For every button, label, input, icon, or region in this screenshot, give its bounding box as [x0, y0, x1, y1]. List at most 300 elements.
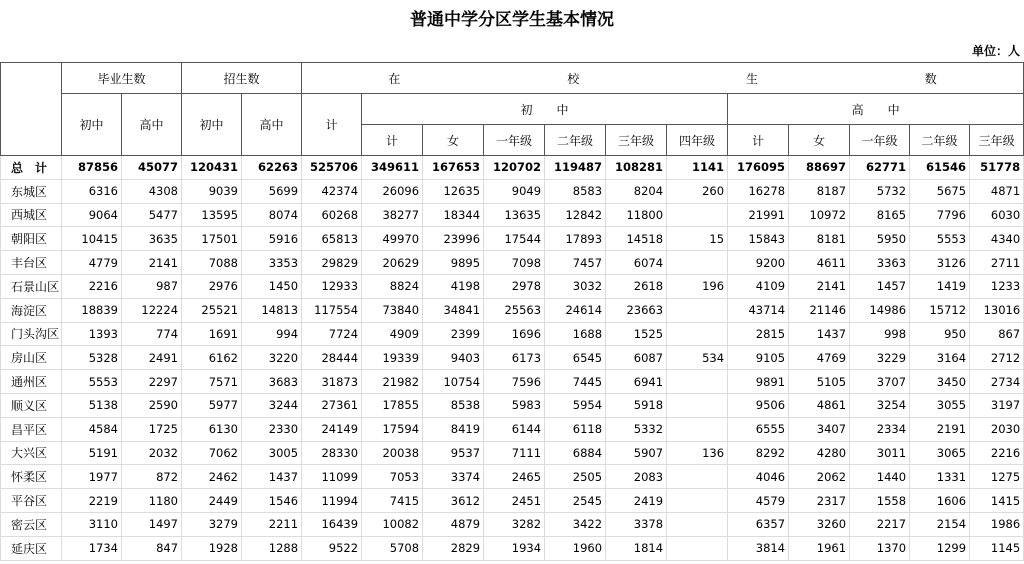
value-cell: 994	[242, 322, 302, 346]
value-cell: 4198	[423, 274, 484, 298]
value-cell: 3254	[850, 393, 910, 417]
value-cell: 8165	[850, 203, 910, 227]
value-cell: 17594	[362, 417, 423, 441]
value-cell: 6118	[545, 417, 606, 441]
value-cell: 26096	[362, 179, 423, 203]
header-junior-grade4: 四年级	[667, 125, 728, 156]
value-cell: 8538	[423, 393, 484, 417]
value-cell: 3110	[62, 512, 122, 536]
value-cell: 9506	[728, 393, 789, 417]
value-cell: 9064	[62, 203, 122, 227]
value-cell: 5328	[62, 346, 122, 370]
value-cell: 1288	[242, 536, 302, 560]
value-cell	[667, 512, 728, 536]
header-school-total: 计	[302, 94, 362, 156]
value-cell: 2317	[789, 489, 850, 513]
value-cell: 17893	[545, 227, 606, 251]
value-cell: 3005	[242, 441, 302, 465]
value-cell: 176095	[728, 156, 789, 180]
table-row	[1, 512, 1024, 536]
district-name: 怀柔区	[1, 465, 62, 489]
value-cell: 8419	[423, 417, 484, 441]
value-cell	[667, 370, 728, 394]
value-cell: 6074	[606, 251, 667, 275]
value-cell: 1440	[850, 465, 910, 489]
header-enroll-senior: 高中	[242, 94, 302, 156]
value-cell: 525706	[302, 156, 362, 180]
value-cell: 6087	[606, 346, 667, 370]
value-cell: 2141	[122, 251, 182, 275]
value-cell: 28444	[302, 346, 362, 370]
value-cell: 9039	[182, 179, 242, 203]
unit-label: 单位：人	[971, 44, 1020, 58]
district-name: 通州区	[1, 370, 62, 394]
value-cell: 2462	[182, 465, 242, 489]
value-cell: 120702	[484, 156, 545, 180]
value-cell	[667, 489, 728, 513]
value-cell: 24149	[302, 417, 362, 441]
table-row	[1, 227, 1024, 251]
table-row	[1, 417, 1024, 441]
unit-row	[0, 40, 1024, 62]
in-school-char-1: 在	[388, 71, 401, 86]
table-row	[1, 251, 1024, 275]
value-cell: 9891	[728, 370, 789, 394]
value-cell: 21991	[728, 203, 789, 227]
value-cell: 65813	[302, 227, 362, 251]
value-cell: 119487	[545, 156, 606, 180]
value-cell: 6357	[728, 512, 789, 536]
value-cell: 49970	[362, 227, 423, 251]
value-cell: 3244	[242, 393, 302, 417]
value-cell: 51778	[970, 156, 1024, 180]
value-cell: 1546	[242, 489, 302, 513]
value-cell: 867	[970, 322, 1024, 346]
header-junior-grade2: 二年级	[545, 125, 606, 156]
value-cell: 5553	[910, 227, 970, 251]
header-junior-grade1: 一年级	[484, 125, 545, 156]
value-cell: 9049	[484, 179, 545, 203]
value-cell: 2032	[122, 441, 182, 465]
value-cell: 1275	[970, 465, 1024, 489]
value-cell: 3126	[910, 251, 970, 275]
value-cell: 62771	[850, 156, 910, 180]
value-cell	[667, 322, 728, 346]
table-row	[1, 346, 1024, 370]
value-cell: 260	[667, 179, 728, 203]
value-cell: 21982	[362, 370, 423, 394]
district-name: 丰台区	[1, 251, 62, 275]
value-cell: 7062	[182, 441, 242, 465]
value-cell	[667, 251, 728, 275]
value-cell: 3197	[970, 393, 1024, 417]
value-cell: 1814	[606, 536, 667, 560]
value-cell: 12933	[302, 274, 362, 298]
value-cell: 349611	[362, 156, 423, 180]
table-body	[1, 156, 1024, 561]
value-cell: 10972	[789, 203, 850, 227]
value-cell: 1734	[62, 536, 122, 560]
value-cell: 4879	[423, 512, 484, 536]
value-cell: 2590	[122, 393, 182, 417]
value-cell: 1691	[182, 322, 242, 346]
table-row	[1, 274, 1024, 298]
value-cell: 4308	[122, 179, 182, 203]
total-row	[1, 156, 1024, 180]
district-name: 延庆区	[1, 536, 62, 560]
value-cell: 7111	[484, 441, 545, 465]
value-cell: 7457	[545, 251, 606, 275]
district-name: 石景山区	[1, 274, 62, 298]
value-cell: 7053	[362, 465, 423, 489]
value-cell: 2451	[484, 489, 545, 513]
value-cell: 87856	[62, 156, 122, 180]
value-cell: 3707	[850, 370, 910, 394]
value-cell: 14986	[850, 298, 910, 322]
value-cell: 19339	[362, 346, 423, 370]
value-cell: 6555	[728, 417, 789, 441]
value-cell: 5954	[545, 393, 606, 417]
header-junior-group: 初 中	[362, 94, 728, 125]
value-cell: 11800	[606, 203, 667, 227]
value-cell: 1696	[484, 322, 545, 346]
value-cell: 1961	[789, 536, 850, 560]
value-cell	[667, 298, 728, 322]
table-row	[1, 322, 1024, 346]
district-name: 东城区	[1, 179, 62, 203]
value-cell: 25563	[484, 298, 545, 322]
value-cell: 2191	[910, 417, 970, 441]
value-cell: 2734	[970, 370, 1024, 394]
table-row	[1, 465, 1024, 489]
table-row	[1, 179, 1024, 203]
value-cell: 2465	[484, 465, 545, 489]
value-cell: 20629	[362, 251, 423, 275]
value-cell: 4109	[728, 274, 789, 298]
value-cell: 4779	[62, 251, 122, 275]
district-name: 顺义区	[1, 393, 62, 417]
value-cell: 7098	[484, 251, 545, 275]
value-cell: 5983	[484, 393, 545, 417]
value-cell: 120431	[182, 156, 242, 180]
value-cell: 3683	[242, 370, 302, 394]
value-cell: 21146	[789, 298, 850, 322]
value-cell: 14518	[606, 227, 667, 251]
value-cell: 1558	[850, 489, 910, 513]
value-cell: 534	[667, 346, 728, 370]
value-cell: 3450	[910, 370, 970, 394]
header-senior-grade2: 二年级	[910, 125, 970, 156]
value-cell: 1977	[62, 465, 122, 489]
value-cell: 18344	[423, 203, 484, 227]
value-cell: 3363	[850, 251, 910, 275]
value-cell	[667, 417, 728, 441]
district-name: 大兴区	[1, 441, 62, 465]
value-cell: 1497	[122, 512, 182, 536]
district-name: 平谷区	[1, 489, 62, 513]
value-cell: 12224	[122, 298, 182, 322]
value-cell: 17544	[484, 227, 545, 251]
value-cell: 3612	[423, 489, 484, 513]
header-graduates: 毕业生数	[62, 63, 182, 94]
value-cell: 12842	[545, 203, 606, 227]
value-cell: 5675	[910, 179, 970, 203]
value-cell: 17501	[182, 227, 242, 251]
value-cell: 34841	[423, 298, 484, 322]
value-cell: 3055	[910, 393, 970, 417]
value-cell: 7796	[910, 203, 970, 227]
value-cell: 7088	[182, 251, 242, 275]
value-cell: 3065	[910, 441, 970, 465]
value-cell: 4584	[62, 417, 122, 441]
table-row	[1, 489, 1024, 513]
in-school-char-4: 数	[924, 71, 937, 86]
value-cell: 8583	[545, 179, 606, 203]
value-cell: 17855	[362, 393, 423, 417]
value-cell: 3422	[545, 512, 606, 536]
value-cell: 108281	[606, 156, 667, 180]
value-cell: 1145	[970, 536, 1024, 560]
value-cell: 5916	[242, 227, 302, 251]
value-cell: 7571	[182, 370, 242, 394]
district-name: 总 计	[1, 156, 62, 180]
in-school-char-2: 校	[567, 71, 580, 86]
value-cell: 5699	[242, 179, 302, 203]
table-row	[1, 441, 1024, 465]
value-cell: 43714	[728, 298, 789, 322]
value-cell: 2334	[850, 417, 910, 441]
value-cell: 3374	[423, 465, 484, 489]
value-cell: 7415	[362, 489, 423, 513]
header-in-school	[302, 63, 1024, 94]
value-cell: 3011	[850, 441, 910, 465]
value-cell: 5191	[62, 441, 122, 465]
value-cell: 13016	[970, 298, 1024, 322]
value-cell: 5732	[850, 179, 910, 203]
value-cell: 1934	[484, 536, 545, 560]
value-cell: 3282	[484, 512, 545, 536]
value-cell: 1370	[850, 536, 910, 560]
value-cell: 6884	[545, 441, 606, 465]
value-cell: 6545	[545, 346, 606, 370]
value-cell: 1606	[910, 489, 970, 513]
value-cell: 2219	[62, 489, 122, 513]
value-cell: 7596	[484, 370, 545, 394]
header-senior-group: 高 中	[728, 94, 1024, 125]
value-cell: 3229	[850, 346, 910, 370]
value-cell: 5553	[62, 370, 122, 394]
value-cell	[667, 393, 728, 417]
value-cell: 2491	[122, 346, 182, 370]
value-cell: 16278	[728, 179, 789, 203]
value-cell: 2815	[728, 322, 789, 346]
sheet-title: 普通中学分区学生基本情况	[410, 10, 614, 30]
value-cell: 1331	[910, 465, 970, 489]
value-cell: 1986	[970, 512, 1024, 536]
value-cell: 6030	[970, 203, 1024, 227]
value-cell: 6941	[606, 370, 667, 394]
header-senior-grade3: 三年级	[970, 125, 1024, 156]
value-cell: 38277	[362, 203, 423, 227]
value-cell: 2217	[850, 512, 910, 536]
value-cell: 5977	[182, 393, 242, 417]
value-cell: 10415	[62, 227, 122, 251]
value-cell: 2154	[910, 512, 970, 536]
value-cell: 5918	[606, 393, 667, 417]
value-cell: 14813	[242, 298, 302, 322]
value-cell: 24614	[545, 298, 606, 322]
value-cell: 2829	[423, 536, 484, 560]
value-cell: 5708	[362, 536, 423, 560]
value-cell: 7445	[545, 370, 606, 394]
value-cell: 4611	[789, 251, 850, 275]
header-senior-grade1: 一年级	[850, 125, 910, 156]
value-cell: 2712	[970, 346, 1024, 370]
value-cell: 23996	[423, 227, 484, 251]
value-cell: 13635	[484, 203, 545, 227]
value-cell: 1419	[910, 274, 970, 298]
value-cell: 9403	[423, 346, 484, 370]
value-cell: 25521	[182, 298, 242, 322]
value-cell: 3407	[789, 417, 850, 441]
value-cell: 1928	[182, 536, 242, 560]
value-cell: 2976	[182, 274, 242, 298]
value-cell: 4871	[970, 179, 1024, 203]
district-name: 密云区	[1, 512, 62, 536]
table-row	[1, 370, 1024, 394]
value-cell: 11994	[302, 489, 362, 513]
value-cell: 3378	[606, 512, 667, 536]
value-cell: 2330	[242, 417, 302, 441]
value-cell: 8074	[242, 203, 302, 227]
student-table	[0, 62, 1024, 561]
value-cell: 4340	[970, 227, 1024, 251]
value-cell: 1299	[910, 536, 970, 560]
district-name: 昌平区	[1, 417, 62, 441]
header-enroll-junior: 初中	[182, 94, 242, 156]
value-cell: 9105	[728, 346, 789, 370]
table-row	[1, 203, 1024, 227]
value-cell: 1437	[242, 465, 302, 489]
value-cell: 4280	[789, 441, 850, 465]
header-enrollment: 招生数	[182, 63, 302, 94]
value-cell: 2978	[484, 274, 545, 298]
value-cell: 117554	[302, 298, 362, 322]
value-cell: 6144	[484, 417, 545, 441]
value-cell: 3814	[728, 536, 789, 560]
value-cell: 27361	[302, 393, 362, 417]
value-cell: 4769	[789, 346, 850, 370]
value-cell: 4909	[362, 322, 423, 346]
value-cell: 8204	[606, 179, 667, 203]
value-cell: 15	[667, 227, 728, 251]
table-row	[1, 393, 1024, 417]
header-senior-female: 女	[789, 125, 850, 156]
value-cell: 7724	[302, 322, 362, 346]
table-row	[1, 536, 1024, 560]
value-cell: 88697	[789, 156, 850, 180]
value-cell: 1437	[789, 322, 850, 346]
value-cell: 9522	[302, 536, 362, 560]
district-name: 西城区	[1, 203, 62, 227]
value-cell: 2449	[182, 489, 242, 513]
value-cell: 10082	[362, 512, 423, 536]
value-cell: 5138	[62, 393, 122, 417]
value-cell: 3164	[910, 346, 970, 370]
value-cell: 1180	[122, 489, 182, 513]
value-cell: 73840	[362, 298, 423, 322]
value-cell: 5950	[850, 227, 910, 251]
value-cell: 2399	[423, 322, 484, 346]
value-cell: 1415	[970, 489, 1024, 513]
value-cell: 4046	[728, 465, 789, 489]
value-cell: 8187	[789, 179, 850, 203]
value-cell: 2419	[606, 489, 667, 513]
value-cell: 20038	[362, 441, 423, 465]
value-cell: 847	[122, 536, 182, 560]
value-cell: 4579	[728, 489, 789, 513]
value-cell: 8292	[728, 441, 789, 465]
district-name: 门头沟区	[1, 322, 62, 346]
value-cell: 60268	[302, 203, 362, 227]
value-cell: 2216	[62, 274, 122, 298]
header-grad-junior: 初中	[62, 94, 122, 156]
in-school-char-3: 生	[745, 71, 758, 86]
value-cell: 1141	[667, 156, 728, 180]
district-name: 房山区	[1, 346, 62, 370]
value-cell: 1688	[545, 322, 606, 346]
value-cell: 4861	[789, 393, 850, 417]
value-cell: 167653	[423, 156, 484, 180]
value-cell: 2083	[606, 465, 667, 489]
header-junior-grade3: 三年级	[606, 125, 667, 156]
value-cell: 1725	[122, 417, 182, 441]
value-cell: 8824	[362, 274, 423, 298]
header-junior-total: 计	[362, 125, 423, 156]
district-name: 朝阳区	[1, 227, 62, 251]
value-cell: 5907	[606, 441, 667, 465]
value-cell: 136	[667, 441, 728, 465]
value-cell	[667, 465, 728, 489]
value-cell: 774	[122, 322, 182, 346]
value-cell: 9537	[423, 441, 484, 465]
value-cell: 61546	[910, 156, 970, 180]
value-cell: 9895	[423, 251, 484, 275]
value-cell: 950	[910, 322, 970, 346]
value-cell: 10754	[423, 370, 484, 394]
value-cell: 2545	[545, 489, 606, 513]
value-cell: 1450	[242, 274, 302, 298]
value-cell: 12635	[423, 179, 484, 203]
value-cell: 2618	[606, 274, 667, 298]
value-cell	[667, 203, 728, 227]
header-grad-senior: 高中	[122, 94, 182, 156]
value-cell: 31873	[302, 370, 362, 394]
value-cell: 2141	[789, 274, 850, 298]
value-cell: 6130	[182, 417, 242, 441]
value-cell: 6173	[484, 346, 545, 370]
value-cell: 2216	[970, 441, 1024, 465]
value-cell: 9200	[728, 251, 789, 275]
value-cell: 29829	[302, 251, 362, 275]
value-cell: 18839	[62, 298, 122, 322]
value-cell: 6316	[62, 179, 122, 203]
value-cell: 42374	[302, 179, 362, 203]
value-cell: 1233	[970, 274, 1024, 298]
value-cell: 3353	[242, 251, 302, 275]
district-name: 海淀区	[1, 298, 62, 322]
value-cell: 2505	[545, 465, 606, 489]
